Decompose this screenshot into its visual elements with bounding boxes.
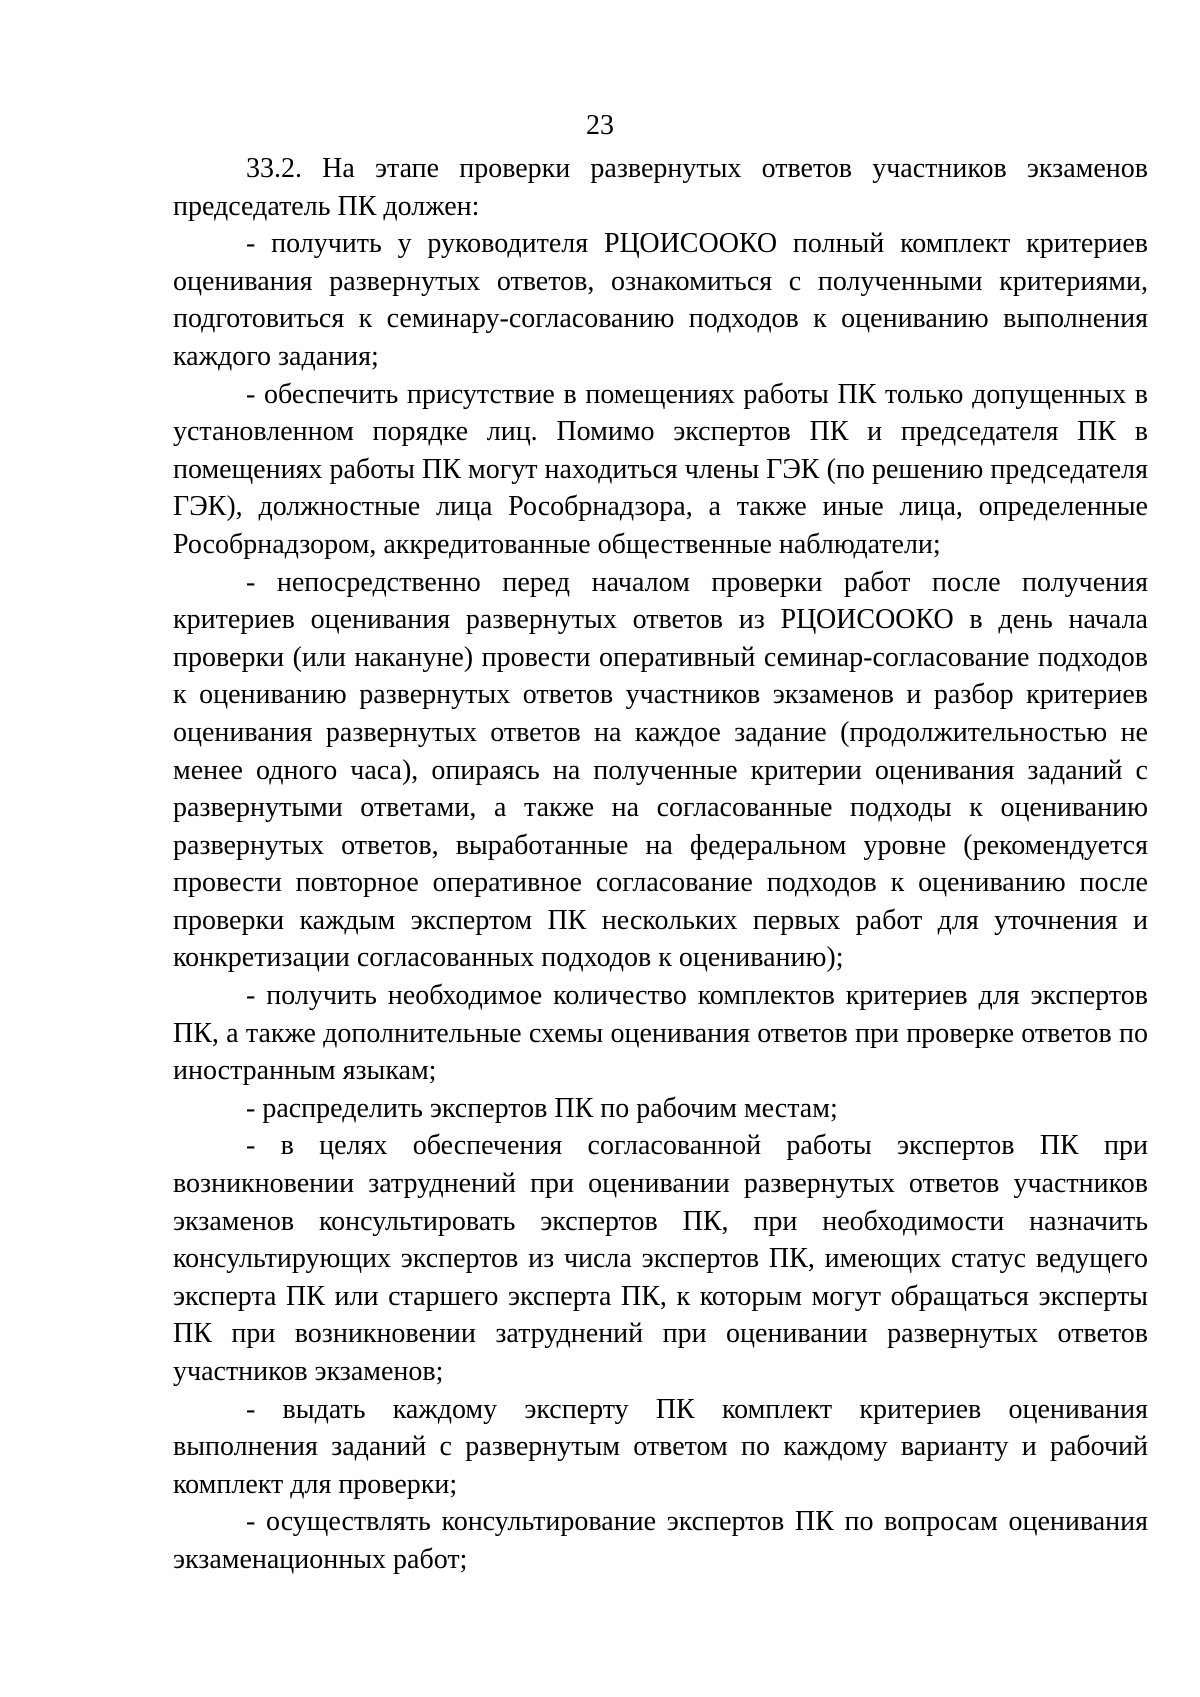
- paragraph-distribute: - распределить экспертов ПК по рабочим местам;: [246, 1092, 838, 1124]
- paragraph-attendance: - обеспечить присутствие в помещениях работы ПК только допущенных в установленном порядке лиц. Помимо экспертов ПК и председателя ПК в помещениях работы ПК могут находиться члены ГЭК (по решению председателя ГЭК), должностные лица Рособрнадзора, а также иные лица, определенные Рособрнадзором, аккредитованные общественные наблюдатели;: [173, 378, 1148, 560]
- document-body: [173, 150, 1148, 1579]
- page-number: 23: [586, 110, 614, 141]
- paragraph-seminar: - непосредственно перед началом проверки работ после получения критериев оценивания развернутых ответов из РЦОИСООКО в день начала проверки (или накануне) провести оперативный семинар-согласование подходов к оцениванию развернутых ответов участников экзаменов и разбор критериев оценивания развернутых ответов на каждое задание (продолжительностью не менее одного часа), опираясь на полученные критерии оценивания заданий с развернутыми ответами, а также на согласованные подходы к оцениванию развернутых ответов, выработанные на федеральном уровне (рекомендуется провести повторное оперативное согласование подходов к оцениванию после проверки каждым экспертом ПК нескольких первых работ для уточнения и конкретизации согласованных подходов к оцениванию);: [173, 566, 1148, 974]
- paragraph-sets: - получить необходимое количество комплектов критериев для экспертов ПК, а также дополнительные схемы оценивания ответов при проверке ответов по иностранным языкам;: [173, 980, 1148, 1087]
- paragraph-intro: 33.2. На этапе проверки развернутых ответов участников экзаменов председатель ПК должен:: [173, 153, 1148, 222]
- paragraph-consulting: - осуществлять консультирование экспертов ПК по вопросам оценивания экзаменационных работ;: [173, 1506, 1148, 1575]
- paragraph-issue-sets: - выдать каждому эксперту ПК комплект критериев оценивания выполнения заданий с развернутым ответом по каждому варианту и рабочий комплект для проверки;: [173, 1393, 1148, 1500]
- paragraph-consult-experts: - в целях обеспечения согласованной работы экспертов ПК при возникновении затруднений при оценивании развернутых ответов участников экзаменов консультировать экспертов ПК, при необходимости назначить консультирующих экспертов из числа экспертов ПК, имеющих статус ведущего эксперта ПК или старшего эксперта ПК, к которым могут обращаться эксперты ПК при возникновении затруднений при оценивании развернутых ответов участников экзаменов;: [173, 1130, 1148, 1387]
- paragraph-criteria: - получить у руководителя РЦОИСООКО полный комплект критериев оценивания развернутых ответов, ознакомиться с полученными критериями, подготовиться к семинару-согласованию подходов к оцениванию выполнения каждого задания;: [173, 228, 1148, 372]
